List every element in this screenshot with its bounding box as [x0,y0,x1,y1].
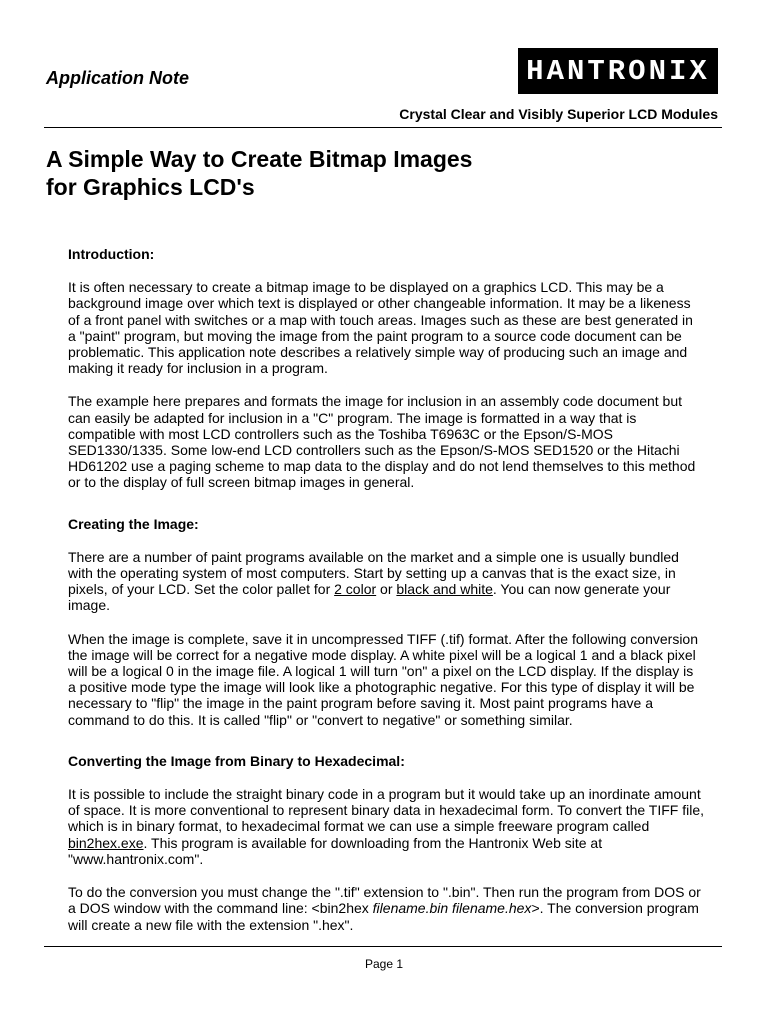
page-number: Page 1 [364,957,404,971]
intro-heading: Introduction: [68,246,155,262]
converting-p2-text-a: To do the conversion you must change the ".tif" extension to ".bin". Then run the program from DOS or a DOS window with the command line: <bin2hex [68,884,701,917]
application-note-label: Application Note [46,68,189,88]
converting-paragraph-2 [68,884,704,933]
logo-text: HANTRONIX [526,54,710,88]
title-line-2: for Graphics LCD's [46,174,255,200]
tagline: Crystal Clear and Visibly Superior LCD Modules [399,106,718,122]
intro-paragraph-2: The example here prepares and formats the image for inclusion in an assembly code document but can easily be adapted for inclusion in a "C" program. The image is formatted in a way that is compatible with most LCD controllers such as the Toshiba T6963C or the Epson/S-MOS SED1330/1335. Some low-end LCD controllers such as the Epson/S-MOS SED1520 or the Hitachi HD61202 use a paging scheme to map data to the display and do not lend themselves to this method or to the display of full screen bitmap images in general. [68,393,696,491]
title-line-1: A Simple Way to Create Bitmap Images [46,146,473,172]
creating-p1-text-a: There are a number of paint programs available on the market and a simple one is usually bundled with the operating system of most computers. Start by setting up a canvas that is the exact size, in pixels, of your LCD. Set the color pallet for [68,548,679,598]
converting-heading: Converting the Image from Binary to Hexadecimal: [68,752,405,769]
creating-paragraph-2: When the image is complete, save it in uncompressed TIFF (.tif) format. After the following conversion the image will be correct for a negative mode display. A white pixel will be a logical 1 and a black pixel will be a logical 0 in the image file. A logical 1 will turn "on" a pixel on the LCD display. If the display is a positive mode type the image will look like a photographic negative. For this type of display it will be necessary to "flip" the image in the paint program before saving it. Most paint programs have a command to do this. It is called "flip" or "convert to negative" or something similar. [68,630,699,728]
document-body [68,246,704,950]
filename-italic: filename.bin filename.hex [372,900,532,917]
creating-heading: Creating the Image: [68,515,199,532]
black-and-white-underlined: black and white [396,581,493,598]
hantronix-logo [518,48,718,94]
converting-paragraph-1 [68,786,704,867]
converting-p1-text-a: It is possible to include the straight binary code in a program but it would take up an inordinate amount of space. It is more conventional to represent binary data in hexadecimal form. To convert the TIFF file, which is in binary format, to hexadecimal format we can use a simple freeware program called [68,786,705,835]
footer-divider [44,946,722,947]
intro-paragraph-1: It is often necessary to create a bitmap image to be displayed on a graphics LCD. This may be a background image over which text is displayed or other changeable information. It may be a likeness of a front panel with switches or a map with touch areas. Images such as these are best generated in a "paint" program, but moving the image from the paint program to a source code document can be problematic. This application note describes a relatively simple way of producing such an image and making it ready for inclusion in a program. [68,279,693,377]
document-title [46,145,472,201]
bin2hex-link[interactable]: bin2hex.exe [68,834,144,851]
creating-p1-text-b: or [376,581,397,598]
creating-paragraph-1 [68,549,704,614]
header-divider [44,127,722,128]
creating-p1-text-c: . You can now generate your image. [68,581,671,614]
two-color-underlined: 2 color [334,581,377,598]
converting-p1-text-b: . This program is available for downloading from the Hantronix Web site at "www.hantronix.com". [68,834,603,867]
converting-p2-text-b: >. The conversion program will create a new file with the extension ".hex". [68,900,699,933]
